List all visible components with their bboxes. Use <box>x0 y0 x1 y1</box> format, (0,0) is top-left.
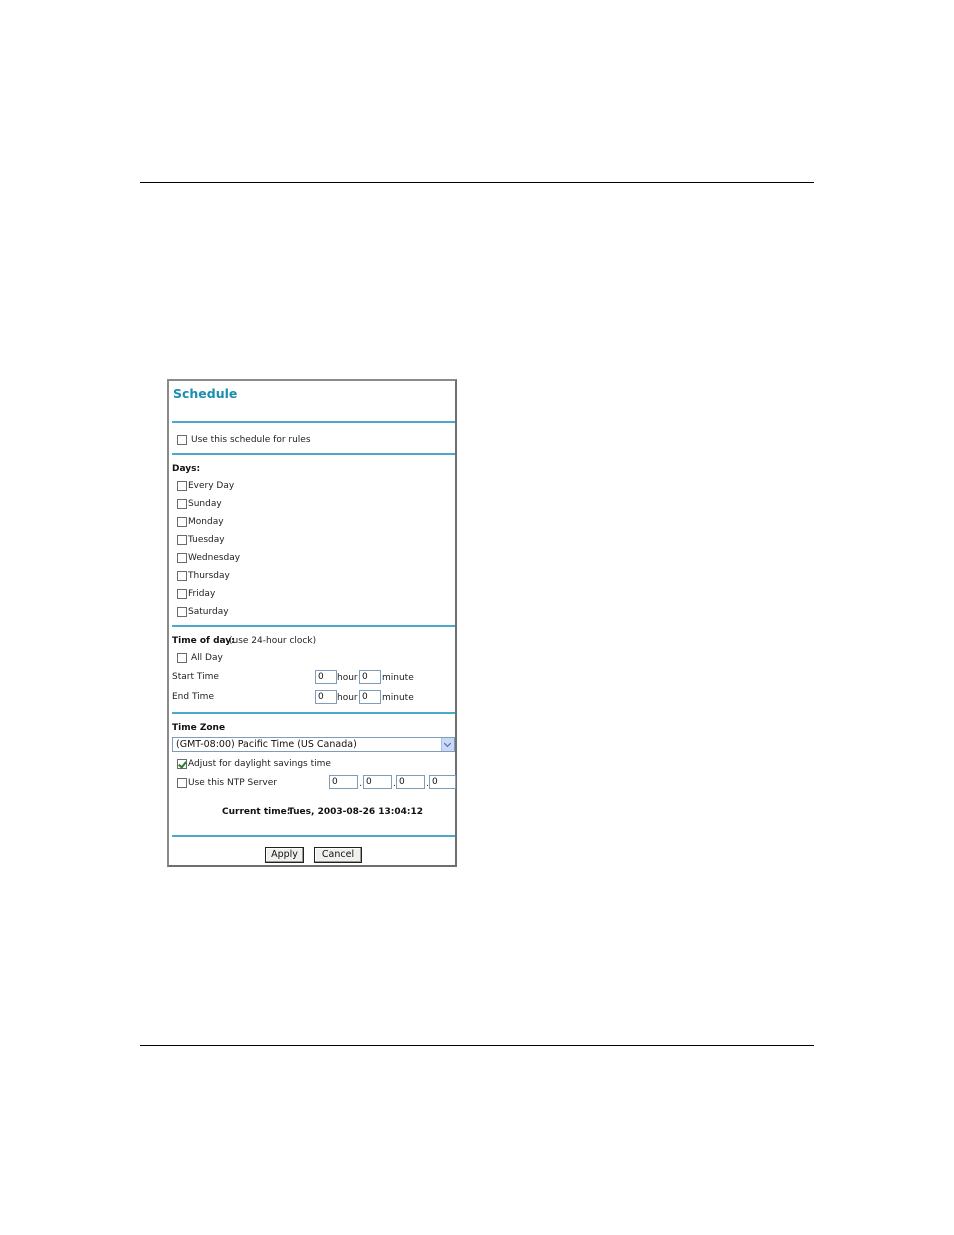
end-minute-unit: minute <box>382 693 414 703</box>
saturday-label: Saturday <box>188 607 229 617</box>
all-day-checkbox[interactable] <box>177 653 187 663</box>
daylight-savings-label: Adjust for daylight savings time <box>188 759 331 769</box>
wednesday-label: Wednesday <box>188 553 241 563</box>
all-day-label: All Day <box>191 653 223 663</box>
page-title: Schedule <box>173 386 238 401</box>
use-schedule-label: Use this schedule for rules <box>191 435 311 445</box>
friday-label: Friday <box>188 589 216 599</box>
end-hour-unit: hour <box>337 693 358 703</box>
current-time-label: Current time: <box>222 807 291 817</box>
saturday-checkbox[interactable] <box>177 607 187 617</box>
start-hour-unit: hour <box>337 673 358 683</box>
time-zone-heading: Time Zone <box>172 723 226 733</box>
ntp-octet-3-input[interactable]: 0 <box>396 775 425 789</box>
current-time-value: Tues, 2003-08-26 13:04:12 <box>288 807 424 817</box>
end-minute-input[interactable]: 0 <box>359 690 381 704</box>
ntp-server-checkbox[interactable] <box>177 778 187 788</box>
apply-button[interactable]: Apply <box>265 847 304 863</box>
page-top-rule <box>140 182 814 183</box>
monday-checkbox[interactable] <box>177 517 187 527</box>
ntp-dot: . <box>359 779 362 789</box>
ntp-dot: . <box>393 779 396 789</box>
start-minute-unit: minute <box>382 673 414 683</box>
monday-label: Monday <box>188 517 224 527</box>
chevron-down-icon[interactable] <box>441 738 454 751</box>
sunday-label: Sunday <box>188 499 222 509</box>
every-day-label: Every Day <box>188 481 235 491</box>
cancel-button[interactable]: Cancel <box>314 847 362 863</box>
thursday-checkbox[interactable] <box>177 571 187 581</box>
ntp-octet-2-input[interactable]: 0 <box>363 775 392 789</box>
page-bottom-rule <box>140 1045 814 1046</box>
end-hour-input[interactable]: 0 <box>315 690 337 704</box>
daylight-savings-checkbox[interactable] <box>177 759 187 769</box>
divider <box>172 421 455 423</box>
use-schedule-checkbox[interactable] <box>177 435 187 445</box>
divider <box>172 453 455 455</box>
time-zone-selected-value: (GMT-08:00) Pacific Time (US Canada) <box>176 739 357 750</box>
time-of-day-note: (use 24-hour clock) <box>229 636 317 646</box>
start-time-label: Start Time <box>172 672 219 682</box>
ntp-dot: . <box>426 779 429 789</box>
tuesday-label: Tuesday <box>188 535 225 545</box>
divider <box>172 835 455 837</box>
divider <box>172 712 455 714</box>
ntp-octet-4-input[interactable]: 0 <box>429 775 456 789</box>
every-day-checkbox[interactable] <box>177 481 187 491</box>
days-heading: Days: <box>172 464 201 474</box>
thursday-label: Thursday <box>188 571 230 581</box>
sunday-checkbox[interactable] <box>177 499 187 509</box>
time-of-day-heading: Time of day: <box>172 636 235 646</box>
ntp-octet-1-input[interactable]: 0 <box>329 775 358 789</box>
start-hour-input[interactable]: 0 <box>315 670 337 684</box>
start-minute-input[interactable]: 0 <box>359 670 381 684</box>
time-zone-select[interactable] <box>172 737 455 752</box>
end-time-label: End Time <box>172 692 214 702</box>
ntp-server-label: Use this NTP Server <box>188 778 277 788</box>
divider <box>172 625 455 627</box>
wednesday-checkbox[interactable] <box>177 553 187 563</box>
tuesday-checkbox[interactable] <box>177 535 187 545</box>
friday-checkbox[interactable] <box>177 589 187 599</box>
schedule-panel <box>167 379 457 867</box>
